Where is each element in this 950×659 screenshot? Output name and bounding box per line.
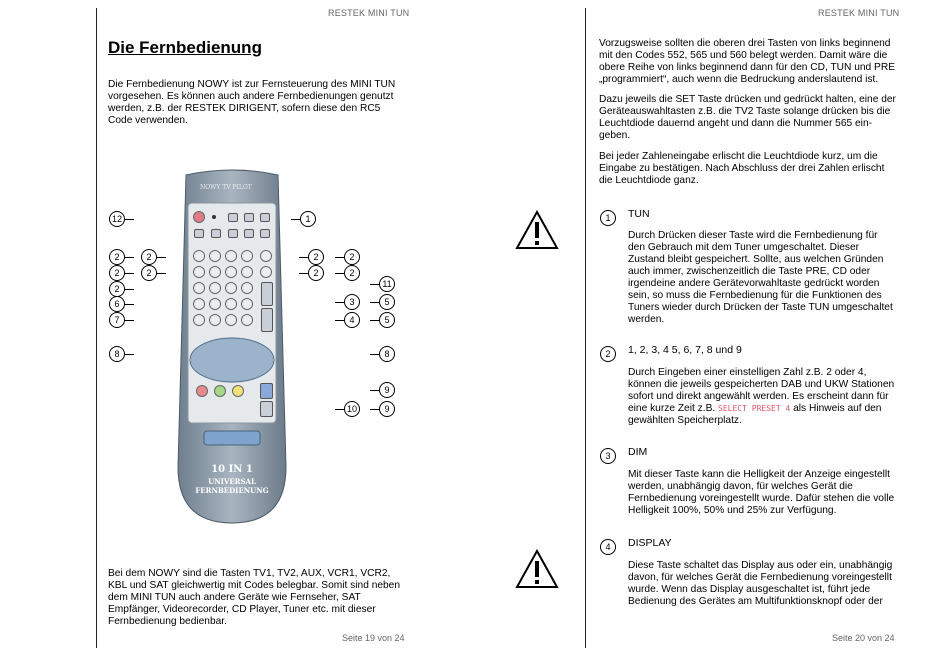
remote-key xyxy=(209,250,221,262)
callout-number: 2 xyxy=(308,265,324,281)
header-left: RESTEK MINI TUN xyxy=(328,8,410,18)
remote-key xyxy=(260,250,272,262)
text-line: Leuchtdiode dauernd angeht und dann die Nummer 565 ein- xyxy=(599,118,872,129)
remote-key xyxy=(228,229,238,238)
text-line: „programmiert“, auch wenn die Bedruckung anderslautend ist. xyxy=(599,74,879,85)
text-line: davon, für welches Gerät die Fernbedienung voreingestellt xyxy=(628,572,892,583)
remote-key xyxy=(228,213,238,222)
section-body xyxy=(628,230,898,326)
callout-number: 1 xyxy=(300,211,316,227)
text-line: die Leuchtdiode ganz. xyxy=(599,175,699,186)
text-fragment: als Hinweis auf den xyxy=(790,403,882,414)
remote-key xyxy=(241,250,253,262)
section-title: TUN xyxy=(628,208,650,220)
text-line: Tuners wieder durch Drücken der Taste TUN umgeschaltet xyxy=(628,302,893,313)
text-line: Eingabe zu bestätigen. Nach Abschluss der drei Zahlen erlischt xyxy=(599,163,885,174)
remote-key xyxy=(241,282,253,294)
callout-number: 4 xyxy=(344,312,360,328)
callout-number: 8 xyxy=(379,346,395,362)
text-line: vorgesehen. Es können auch andere Fernbedienungen genutzt xyxy=(108,91,394,102)
right-led-paragraph xyxy=(599,151,899,187)
section-number: 2 xyxy=(600,346,616,362)
remote-brand: NOWY TV PILOT xyxy=(200,184,252,191)
header-right: RESTEK MINI TUN xyxy=(818,8,900,18)
remote-key xyxy=(241,266,253,278)
callout-number: 12 xyxy=(109,211,125,227)
remote-key xyxy=(260,401,273,417)
remote-key xyxy=(209,282,221,294)
text-fragment: eine kurze Zeit z.B. xyxy=(628,403,719,414)
section-number: 4 xyxy=(600,539,616,555)
text-line: Fernbedienung voreingestellt wurde. Dafür stehen die volle xyxy=(628,493,895,504)
text-line: irgendeine andere Gerätevorwahltaste gedrückt worden xyxy=(628,278,880,289)
text-line: Bei jeder Zahleneingabe erlischt die Leuchtdiode kurz, um die xyxy=(599,151,878,162)
callout-number: 7 xyxy=(109,312,125,328)
warning-icon xyxy=(515,210,559,250)
text-line: Die Fernbedienung NOWY ist zur Fernsteuerung des MINI TUN xyxy=(108,79,396,90)
remote-caption-3: FERNBEDIENUNG xyxy=(195,486,269,495)
left-outro xyxy=(108,568,408,628)
remote-caption-2: UNIVERSAL xyxy=(208,477,256,486)
remote-control-image xyxy=(176,167,288,525)
remote-key xyxy=(260,213,270,222)
text-line: dem MINI TUN auch andere Geräte wie Fernseher, SAT xyxy=(108,592,361,603)
text-line: Helligkeit 100%, 50% und 25% zur Verfügung. xyxy=(628,505,837,516)
remote-key xyxy=(211,229,221,238)
remote-key xyxy=(193,298,205,310)
callout-number: 11 xyxy=(379,276,395,292)
footer-left: Seite 19 von 24 xyxy=(342,633,405,643)
remote-red-key xyxy=(196,385,208,397)
remote-key xyxy=(260,383,273,399)
footer-right: Seite 20 von 24 xyxy=(832,633,895,643)
remote-key xyxy=(225,314,237,326)
text-line: mit den Codes 552, 565 und 560 belegt werden. Damit wäre die xyxy=(599,50,888,61)
remote-green-key xyxy=(214,385,226,397)
section-body xyxy=(628,469,908,517)
text-line: werden, z.B. der RESTEK DIRIGENT, sofern diese den RC5 xyxy=(108,103,381,114)
left-page-border xyxy=(96,8,97,648)
display-text-example: SELECT PRESET 4 xyxy=(718,404,791,413)
text-line: Durch Eingeben einer einstelligen Zahl z.B. 2 oder 4, xyxy=(628,367,867,378)
text-line: können die jeweils gespeicherten DAB und UKW Stationen xyxy=(628,379,895,390)
text-line: den Gebrauch mit dem Tuner umgeschaltet. Dieser xyxy=(628,242,860,253)
remote-key xyxy=(193,266,205,278)
callout-number: 2 xyxy=(344,249,360,265)
remote-key xyxy=(209,314,221,326)
remote-key xyxy=(209,298,221,310)
callout-number: 5 xyxy=(379,294,395,310)
callout-number: 5 xyxy=(379,312,395,328)
section-body xyxy=(628,560,908,608)
remote-key xyxy=(244,213,254,222)
remote-key xyxy=(193,314,205,326)
callout-number: 2 xyxy=(109,265,125,281)
remote-yellow-key xyxy=(232,385,244,397)
page-title: Die Fernbedienung xyxy=(108,38,262,57)
text-line: Zustand bleibt gespeichert. Sollte, aus welchen Gründen xyxy=(628,254,884,265)
callout-number: 3 xyxy=(344,294,360,310)
remote-led xyxy=(212,215,216,219)
section-title: DISPLAY xyxy=(628,537,672,549)
center-page-divider xyxy=(585,8,586,648)
remote-power-button xyxy=(193,211,205,223)
text-line: geben. xyxy=(599,130,631,141)
remote-key xyxy=(261,282,273,306)
remote-key xyxy=(209,266,221,278)
remote-key xyxy=(260,229,270,238)
callout-number: 9 xyxy=(379,401,395,417)
warning-icon xyxy=(515,549,559,589)
right-intro xyxy=(599,38,899,86)
text-line: Geräteauswahltasten z.B. die TV2 Taste solange drücken bis die xyxy=(599,106,891,117)
remote-key xyxy=(193,282,205,294)
text-line: auch immer, zwischenzeitlich die Taste PRE, CD oder xyxy=(628,266,871,277)
callout-number: 2 xyxy=(109,281,125,297)
right-set-paragraph xyxy=(599,94,899,142)
text-line: sein, so muss die Fernbedienung für die Funktionen des xyxy=(628,290,882,301)
remote-key xyxy=(194,229,204,238)
text-line: gewählten Speicherplatz. xyxy=(628,415,742,426)
remote-key xyxy=(225,298,237,310)
text-line: Code verwenden. xyxy=(108,115,188,126)
remote-key xyxy=(260,266,272,278)
text-line: Vorzugsweise sollten die oberen drei Tasten von links beginnend xyxy=(599,38,891,49)
remote-caption-1: 10 IN 1 xyxy=(211,464,253,475)
text-line xyxy=(628,403,908,415)
callout-number: 2 xyxy=(109,249,125,265)
remote-key xyxy=(225,282,237,294)
text-line: Mit dieser Taste kann die Helligkeit der Anzeige eingestellt xyxy=(628,469,891,480)
callout-number: 2 xyxy=(141,265,157,281)
callout-number: 9 xyxy=(379,382,395,398)
callout-number: 6 xyxy=(109,296,125,312)
remote-key xyxy=(225,266,237,278)
text-line: Diese Taste schaltet das Display aus oder ein, unabhängig xyxy=(628,560,893,571)
text-line: Fernbedienung bedienbar. xyxy=(108,616,227,627)
callout-number: 10 xyxy=(344,401,360,417)
remote-key xyxy=(244,229,254,238)
section-title: DIM xyxy=(628,446,648,458)
text-line: werden. xyxy=(628,314,665,325)
left-intro xyxy=(108,79,408,127)
text-line: wurde. Wenn das Display ausgeschaltet ist, führt jede xyxy=(628,584,871,595)
text-line: Empfänger, Videorecorder, CD Player, Tuner etc. mit dieser xyxy=(108,604,376,615)
text-line: werden, unabhängig davon, für welches Gerät die xyxy=(628,481,853,492)
text-line: KBL und SAT gleichwertig mit Codes belegbar. Somit sind neben xyxy=(108,580,401,591)
text-line: Durch Drücken dieser Taste wird die Fernbedienung für xyxy=(628,230,878,241)
remote-key xyxy=(261,308,273,332)
text-line: Bedienung des Gerätes am Multifunktionsknopf oder der xyxy=(628,596,883,607)
remote-key xyxy=(241,298,253,310)
callout-number: 8 xyxy=(109,346,125,362)
remote-key xyxy=(225,250,237,262)
text-line: obere Reihe von links beginnend dann für den CD, TUN und PRE xyxy=(599,62,895,73)
callout-number: 2 xyxy=(308,249,324,265)
text-line: Dazu jeweils die SET Taste drücken und gedrückt halten, eine der xyxy=(599,94,896,105)
callout-number: 2 xyxy=(344,265,360,281)
text-line: Bei dem NOWY sind die Tasten TV1, TV2, AUX, VCR1, VCR2, xyxy=(108,568,391,579)
text-line: sofort und direkt angewählt werden. Es erscheint dann für xyxy=(628,391,889,402)
remote-key xyxy=(241,314,253,326)
section-title: 1, 2, 3, 4 5, 6, 7, 8 und 9 xyxy=(628,344,742,356)
callout-number: 2 xyxy=(141,249,157,265)
section-number: 1 xyxy=(600,210,616,226)
section-number: 3 xyxy=(600,448,616,464)
remote-key xyxy=(193,250,205,262)
section-body xyxy=(628,367,908,427)
